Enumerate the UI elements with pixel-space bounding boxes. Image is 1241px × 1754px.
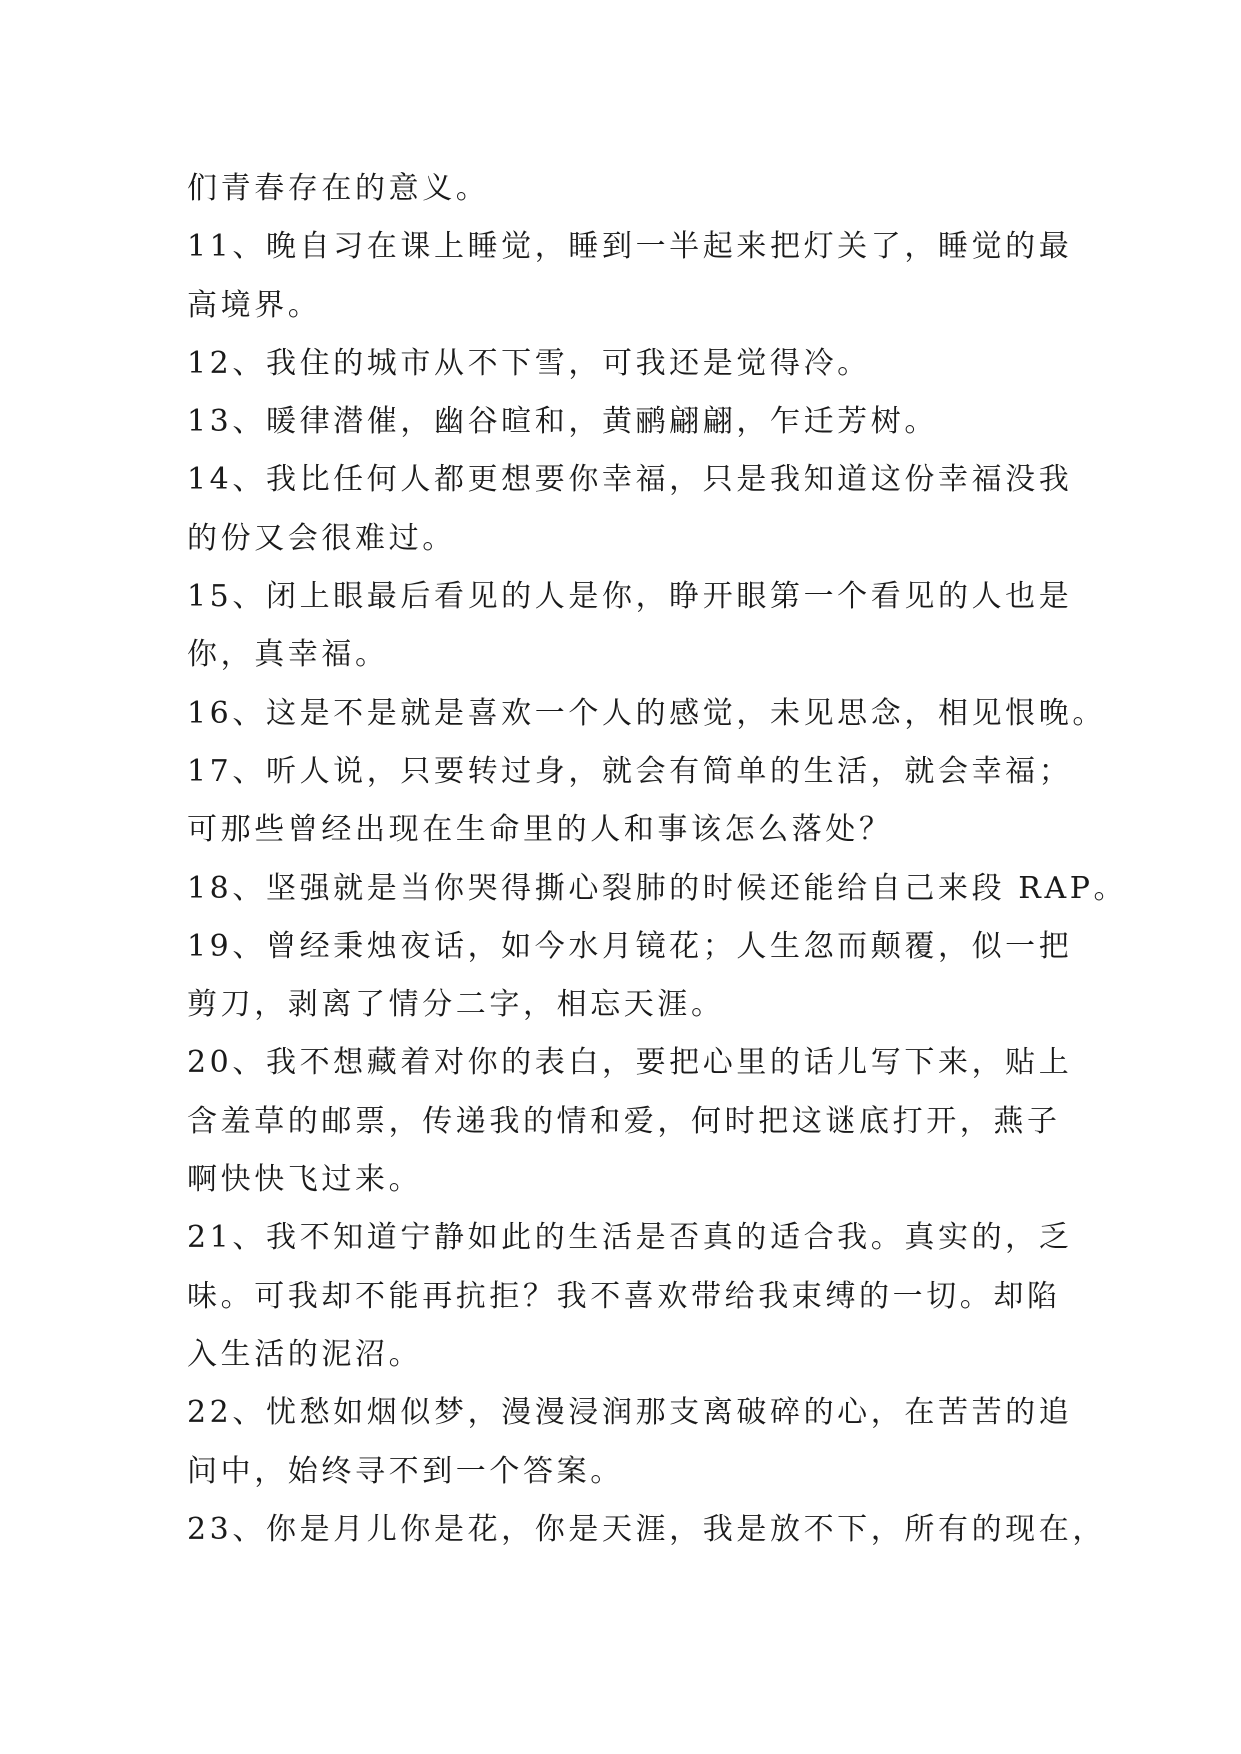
text-line: 你，真幸福。 [187,637,389,673]
text-line: 剪刀，剥离了情分二字，相忘天涯。 [187,987,725,1023]
text-line: 19、曾经秉烛夜话，如今水月镜花；人生忽而颠覆，似一把 [187,928,1073,964]
text-line: 16、这是不是就是喜欢一个人的感觉，未见思念，相见恨晚。 [187,695,1106,731]
text-line: 11、晚自习在课上睡觉，睡到一半起来把灯关了，睡觉的最 [187,229,1073,265]
text-line: 12、我住的城市从不下雪，可我还是觉得冷。 [187,345,871,381]
text-line: 含羞草的邮票，传递我的情和爱，何时把这谜底打开，燕子 [187,1103,1061,1139]
text-line: 问中，始终寻不到一个答案。 [187,1453,624,1489]
text-line: 23、你是月儿你是花，你是天涯，我是放不下，所有的现在， [187,1511,1106,1547]
text-line: 20、我不想藏着对你的表白，要把心里的话儿写下来，贴上 [187,1045,1073,1081]
text-line: 们青春存在的意义。 [187,171,490,206]
document-body [187,160,1128,1559]
text-line: 的份又会很难过。 [187,520,456,556]
text-line: 14、我比任何人都更想要你幸福，只是我知道这份幸福没我 [187,462,1073,498]
text-line: 入生活的泥沼。 [187,1336,423,1372]
text-line: 高境界。 [187,287,322,323]
text-line: 22、忧愁如烟似梦，漫漫浸润那支离破碎的心，在苦苦的追 [187,1395,1073,1431]
text-line: 15、闭上眼最后看见的人是你，睁开眼第一个看见的人也是 [187,579,1073,615]
text-line: 17、听人说，只要转过身，就会有简单的生活，就会幸福； [187,753,1073,789]
text-line: 啊快快飞过来。 [187,1162,423,1198]
text-line: 可那些曾经出现在生命里的人和事该怎么落处？ [187,812,893,848]
text-line: 13、暖律潜催，幽谷暄和，黄鹂翩翩，乍迁芳树。 [187,404,938,440]
text-line: 味。可我却不能再抗拒？我不喜欢带给我束缚的一切。却陷 [187,1278,1061,1314]
text-line: 18、坚强就是当你哭得撕心裂肺的时候还能给自己来段 RAP。 [187,870,1128,906]
text-line: 21、我不知道宁静如此的生活是否真的适合我。真实的，乏 [187,1220,1073,1256]
